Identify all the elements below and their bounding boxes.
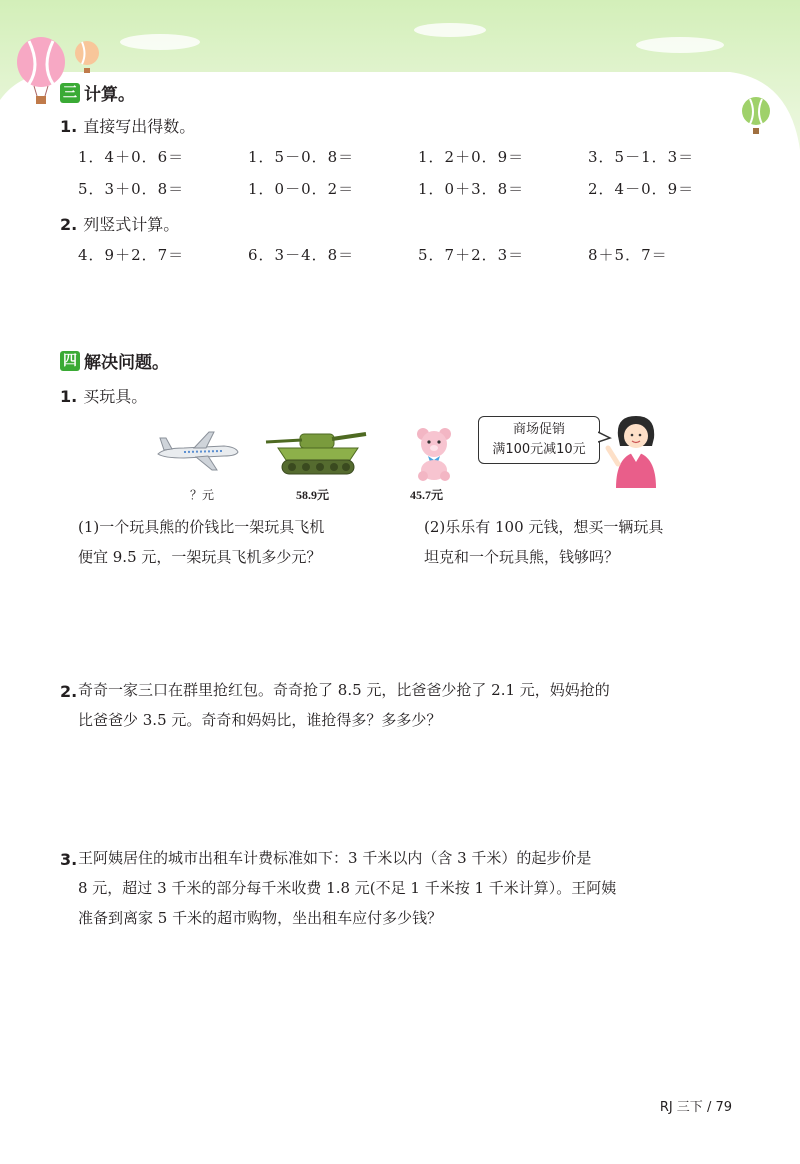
price-label-tank: 58.9元 [296, 488, 330, 502]
section-header-calc [60, 80, 135, 105]
problem-3-text [78, 843, 616, 933]
text-line: 坦克和一个玩具熊，钱够吗？ [424, 548, 620, 566]
question-text: 直接写出得数。 [83, 117, 196, 136]
text-line: 比爸爸少 3.5 元。奇奇和妈妈比，谁抢得多？多多少？ [78, 711, 442, 729]
text-line: 准备到离家 5 千米的超市购物，坐出租车应付多少钱？ [78, 909, 443, 927]
expression: 1．0＋3．8＝ [418, 180, 525, 198]
section-header-problems [60, 348, 169, 373]
question-number: 1. [60, 117, 78, 136]
green-balloon-icon [740, 96, 772, 138]
toy-plane-icon [154, 428, 240, 472]
toy-bear-icon [414, 426, 454, 482]
price-label-bear: 45.7元 [410, 488, 444, 502]
question-number: 2. [60, 215, 78, 234]
text-line: 8 元，超过 3 千米的部分每千米收费 1.8 元(不足 1 千米按 1 千米计算）。王阿姨 [78, 879, 617, 897]
expression: 1．5－0．8＝ [248, 148, 355, 166]
question-text: 列竖式计算。 [83, 215, 180, 234]
text-line: (1)一个玩具熊的价钱比一架玩具飞机 [78, 518, 325, 536]
question-number: 3. [60, 850, 78, 869]
price-label-plane: ？元 [190, 488, 215, 502]
question-text: 买玩具。 [83, 387, 148, 406]
speech-line: 满100元减10元 [492, 442, 586, 457]
sub-question-1 [78, 512, 324, 572]
question-number: 2. [60, 682, 78, 701]
question-title [60, 384, 147, 407]
expression: 5．3＋0．8＝ [78, 180, 185, 198]
speech-line: 商场促销 [512, 422, 565, 437]
page-footer: RJ 三下 / 79 [659, 1100, 732, 1115]
sub-question-2 [424, 512, 663, 572]
expression: 4．9＋2．7＝ [78, 246, 185, 264]
question-title [60, 114, 195, 137]
section-title: 计算。 [84, 85, 135, 105]
expression: 5．7＋2．3＝ [418, 246, 525, 264]
expression: 6．3－4．8＝ [248, 246, 355, 264]
toy-tank-icon [262, 424, 370, 478]
text-line: 便宜 9.5 元，一架玩具飞机多少元？ [78, 548, 322, 566]
expression: 1．4＋0．6＝ [78, 148, 185, 166]
expression-row [78, 146, 758, 167]
question-title [60, 212, 179, 235]
text-line: 王阿姨居住的城市出租车计费标准如下：3 千米以内（含 3 千米）的起步价是 [78, 849, 592, 867]
expression-row [78, 178, 758, 199]
section-badge: 四 [60, 351, 80, 371]
expression: 2．4－0．9＝ [588, 180, 695, 198]
expression: 3．5－1．3＝ [588, 148, 695, 166]
text-line: 奇奇一家三口在群里抢红包。奇奇抢了 8.5 元，比爸爸少抢了 2.1 元，妈妈抢的 [78, 681, 610, 699]
section-title: 解决问题。 [84, 353, 169, 373]
expression: 1．0－0．2＝ [248, 180, 355, 198]
expression: 8＋5．7＝ [588, 246, 668, 264]
expression-row [78, 244, 758, 265]
promotion-speech-bubble [478, 416, 600, 464]
teacher-figure-icon [604, 412, 668, 488]
expression: 1．2＋0．9＝ [418, 148, 525, 166]
text-line: (2)乐乐有 100 元钱，想买一辆玩具 [424, 518, 664, 536]
problem-2-text [78, 675, 610, 735]
question-number: 1. [60, 387, 78, 406]
section-badge: 三 [60, 83, 80, 103]
hot-air-balloon-small-icon [72, 40, 102, 76]
